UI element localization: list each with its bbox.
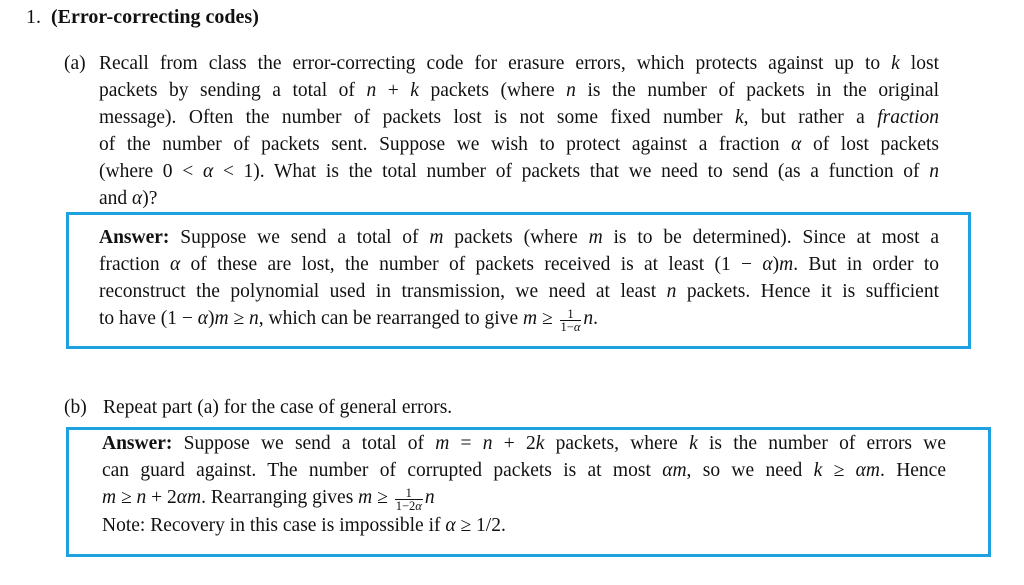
part-a-question-line: of the number of packets sent. Suppose we wish to protect against a fraction α of lost packets bbox=[99, 134, 939, 155]
part-a-question-line: Recall from class the error-correcting code for erasure errors, which protects against up to k lost bbox=[99, 53, 939, 74]
part-b-question: Repeat part (a) for the case of general errors. bbox=[103, 397, 453, 418]
problem-title: (Error-correcting codes) bbox=[51, 6, 259, 28]
answer-a-line: fraction α of these are lost, the number of packets received is at least (1 − α)m. But in order to bbox=[99, 254, 939, 275]
fraction-b-numerator: 1 bbox=[395, 487, 423, 500]
fraction-a-numerator: 1 bbox=[560, 308, 582, 321]
answer-a-line: Answer: Suppose we send a total of m packets (where m is to be determined). Since at most a bbox=[99, 227, 939, 248]
answer-b-line: Note: Recovery in this case is impossible if α ≥ 1/2. bbox=[102, 514, 506, 536]
answer-b bbox=[102, 430, 946, 539]
fraction-a-denominator: 1−α bbox=[560, 319, 581, 334]
part-a-label: (a) bbox=[64, 53, 86, 74]
answer-a-line: reconstruct the polynomial used in transmission, we need at least n packets. Hence it is sufficient bbox=[99, 281, 939, 302]
problem-number: 1. bbox=[26, 6, 41, 28]
answer-a-heading: Answer: bbox=[99, 227, 170, 248]
fraction-b bbox=[395, 487, 423, 512]
answer-b-line: Answer: Suppose we send a total of m = n + 2k packets, where k is the number of errors we bbox=[102, 433, 946, 454]
answer-a-line: to have (1 − α)m ≥ n, which can be rearranged to give m ≥ $\frac{1}{1-\alpha}$ n. bbox=[99, 306, 599, 334]
answer-a bbox=[99, 224, 939, 333]
problem-heading bbox=[26, 4, 259, 30]
part-a-question-line: message). Often the number of packets lost is not some fixed number k, but rather a fraction bbox=[99, 107, 939, 128]
part-a-question-line: and α)? bbox=[99, 188, 158, 209]
part-a-question-line: packets by sending a total of n + k packets (where n is the number of packets in the original bbox=[99, 80, 939, 101]
fraction-a bbox=[560, 308, 582, 333]
part-b-label: (b) bbox=[64, 397, 87, 418]
answer-b-heading: Answer: bbox=[102, 433, 173, 454]
part-a-question-line: (where 0 < α < 1). What is the total number of packets that we need to send (as a function of n bbox=[99, 161, 939, 182]
answer-b-line: m ≥ n + 2αm. Rearranging gives m ≥ $\frac{1}{1-2\alpha}$ n bbox=[102, 485, 435, 513]
answer-b-line: can guard against. The number of corrupted packets is at most αm, so we need k ≥ αm. Hence bbox=[102, 460, 946, 481]
fraction-b-denominator: 1−2α bbox=[395, 498, 422, 513]
part-a-question bbox=[99, 50, 939, 212]
